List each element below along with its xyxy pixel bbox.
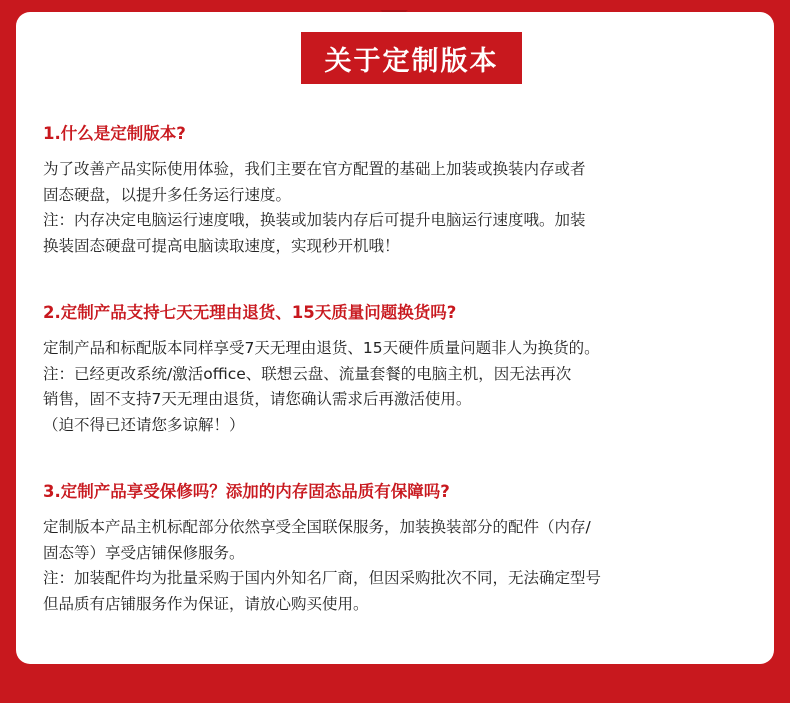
answer-line: 注：已经更改系统/激活office、联想云盘、流量套餐的电脑主机，因无法再次 <box>43 364 572 383</box>
faq-question-1: 1.什么是定制版本? <box>43 124 186 143</box>
answer-line: 换装固态硬盘可提高电脑读取速度，实现秒开机哦！ <box>43 236 400 255</box>
answer-line: 定制产品和标配版本同样享受7天无理由退货、15天硬件质量问题非人为换货的。 <box>43 339 600 357</box>
answer-line: 为了改善产品实际使用体验，我们主要在官方配置的基础上加装或换装内存或者 <box>43 160 586 178</box>
faq-question-2: 2.定制产品支持七天无理由退货、15天质量问题换货吗? <box>43 303 457 322</box>
faq-section-1 <box>43 123 723 259</box>
faq-answer-1 <box>43 157 723 259</box>
answer-line: 但品质有店铺服务作为保证，请放心购买使用。 <box>43 594 369 613</box>
content-card <box>16 12 774 664</box>
page-title: 关于定制版本 <box>301 32 522 84</box>
answer-line: （迫不得已还请您多谅解！） <box>43 415 245 434</box>
answer-line: 注：内存决定电脑运行速度哦，换装或加装内存后可提升电脑运行速度哦。加装 <box>43 211 586 229</box>
faq-question-3: 3.定制产品享受保修吗？添加的内存固态品质有保障吗? <box>43 482 450 501</box>
faq-answer-2 <box>43 336 723 438</box>
answer-line: 定制版本产品主机标配部分依然享受全国联保服务，加装换装部分的配件（内存/ <box>43 518 591 536</box>
answer-line: 固态等）享受店铺保修服务。 <box>43 543 245 562</box>
answer-line: 销售，固不支持7天无理由退货，请您确认需求后再激活使用。 <box>43 390 472 408</box>
faq-answer-3 <box>43 515 723 617</box>
answer-line: 固态硬盘，以提升多任务运行速度。 <box>43 185 292 204</box>
faq-section-3 <box>43 481 723 617</box>
answer-line: 注：加装配件均为批量采购于国内外知名厂商，但因采购批次不同，无法确定型号 <box>43 569 602 587</box>
faq-section-2 <box>43 302 723 438</box>
